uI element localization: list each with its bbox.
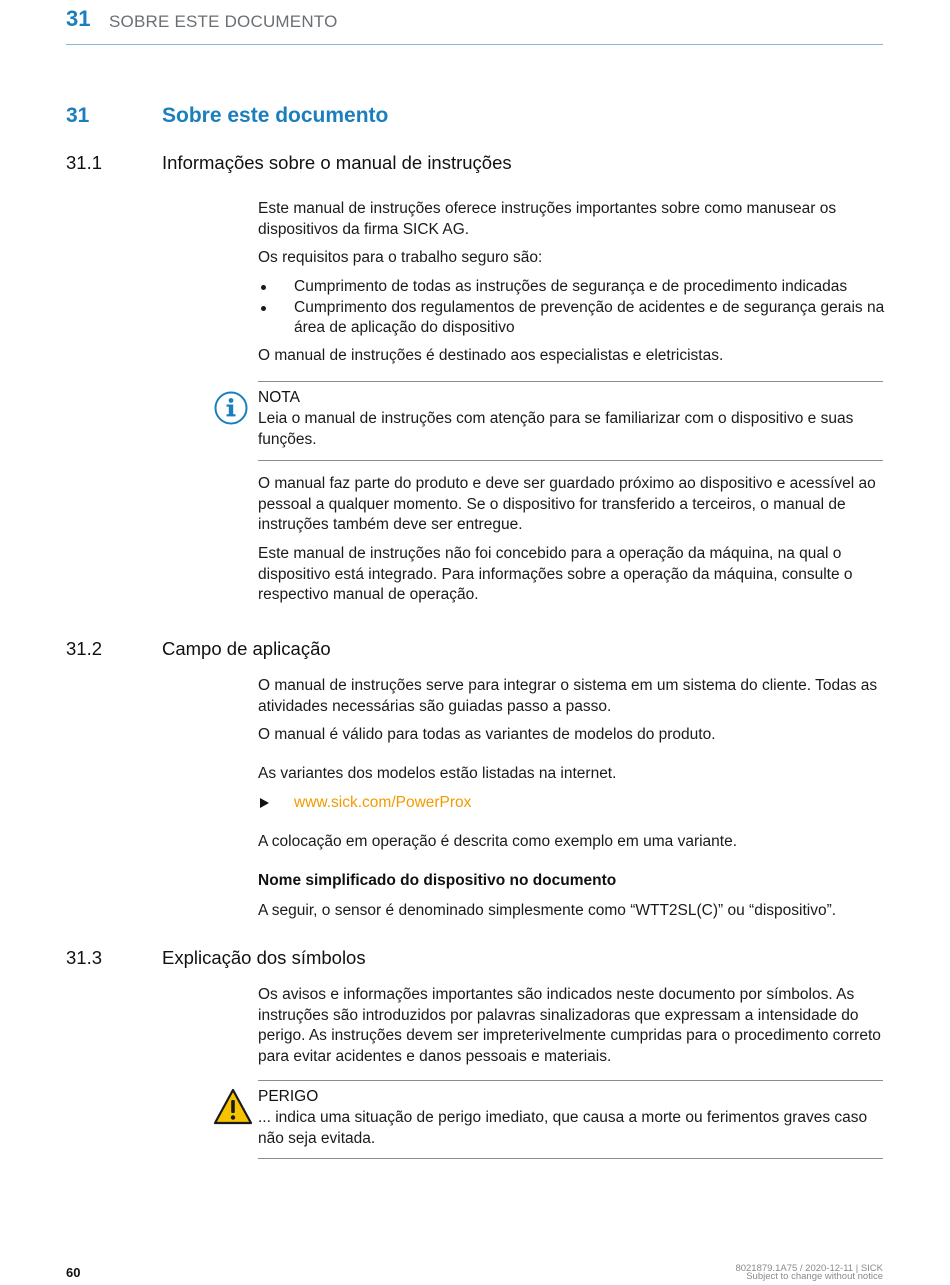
section-number: 31.1 — [66, 152, 103, 173]
paragraph-device-name: A seguir, o sensor é denominado simplesmente como “WTT2SL(C)” ou “dispositivo”. — [258, 902, 837, 919]
paragraph-machine-operation: Este manual de instruções não foi concebido para a operação da máquina, na qual o dispositivo está integrado. Para informações sobre a operação da máquina, consulte o respectivo manual de operação. — [258, 545, 853, 603]
section-title: Explicação dos símbolos — [162, 947, 366, 968]
section-number: 31.3 — [66, 947, 103, 968]
arrow-right-icon — [260, 798, 269, 808]
warning-triangle-icon — [213, 1088, 253, 1126]
note-top-rule — [258, 381, 883, 382]
subheading-device-name: Nome simplificado do dispositivo no documento — [258, 872, 617, 889]
paragraph-integration: O manual de instruções serve para integrar o sistema em um sistema do cliente. Todas as atividades necessárias são guiadas passo a passo. — [258, 677, 878, 715]
paragraph-requirements-lead: Os requisitos para o trabalho seguro são: — [258, 249, 543, 266]
bullet-icon — [261, 285, 266, 290]
danger-label: PERIGO — [258, 1088, 319, 1105]
paragraph-intro: Este manual de instruções oferece instruções importantes sobre como manusear os dispositivos da firma SICK AG. — [258, 200, 837, 238]
danger-text: ... indica uma situação de perigo imediato, que causa a morte ou ferimentos graves caso não seja evitada. — [258, 1109, 868, 1147]
list-item-text: Cumprimento dos regulamentos de prevenção de acidentes e de segurança gerais na área de aplicação do dispositivo — [294, 298, 885, 336]
danger-top-rule — [258, 1080, 883, 1081]
requirements-list — [258, 277, 886, 339]
header-divider — [66, 44, 883, 45]
paragraph-commissioning: A colocação em operação é descrita como exemplo em uma variante. — [258, 833, 738, 850]
note-bottom-rule — [258, 460, 883, 461]
info-icon — [213, 390, 249, 426]
section-number: 31.2 — [66, 638, 103, 659]
running-header-chapter-title: SOBRE ESTE DOCUMENTO — [109, 12, 338, 31]
note-label: NOTA — [258, 389, 300, 406]
document-reference: 8021879.1A75 / 2020-12-11 | SICK — [735, 1263, 883, 1274]
bullet-icon — [261, 306, 266, 311]
list-item-text: Cumprimento de todas as instruções de segurança e de procedimento indicadas — [294, 278, 848, 295]
chapter-title: Sobre este documento — [162, 104, 389, 127]
change-notice: Subject to change without notice — [746, 1271, 883, 1282]
paragraph-symbols: Os avisos e informações importantes são indicados neste documento por símbolos. As instruções são introduzidos por palavras sinalizadoras que expressam a intensidade do perigo. As instruções devem ser impreterivelmente cumpridas para o procedimento correto para evitar acidentes e danos pessoais e materiais. — [258, 986, 881, 1065]
list-item — [258, 277, 886, 298]
paragraph-audience: O manual de instruções é destinado aos especialistas e eletricistas. — [258, 347, 724, 364]
list-item — [258, 298, 886, 339]
note-text: Leia o manual de instruções com atenção para se familiarizar com o dispositivo e suas funções. — [258, 410, 854, 448]
paragraph-variants: As variantes dos modelos estão listadas na internet. — [258, 765, 617, 782]
link-row — [258, 793, 558, 814]
page-number: 60 — [66, 1265, 81, 1280]
paragraph-validity: O manual é válido para todas as variantes de modelos do produto. — [258, 726, 716, 743]
running-header-chapter-number: 31 — [66, 6, 91, 31]
chapter-number: 31 — [66, 104, 90, 127]
danger-bottom-rule — [258, 1158, 883, 1159]
sick-powerprox-link[interactable]: www.sick.com/PowerProx — [294, 794, 472, 811]
section-title: Campo de aplicação — [162, 638, 331, 659]
section-title: Informações sobre o manual de instruções — [162, 152, 512, 173]
paragraph-keep-manual: O manual faz parte do produto e deve ser guardado próximo ao dispositivo e acessível ao pessoal a qualquer momento. Se o dispositivo for transferido a terceiros, o manual de instruções também deve ser entregue. — [258, 475, 876, 533]
